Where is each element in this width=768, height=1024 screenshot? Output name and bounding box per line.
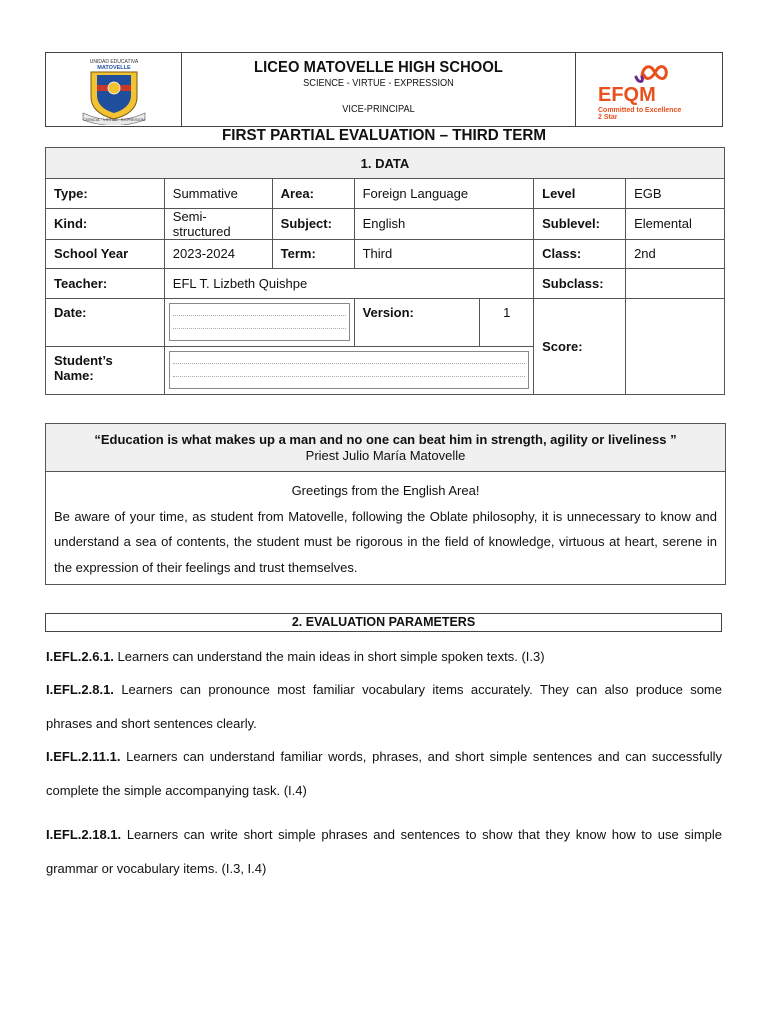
parameter-item (46, 740, 722, 807)
kind-value: Semi-structured (164, 208, 272, 239)
student-name-label: Student’s Name: (46, 346, 165, 394)
efqm-star: 2 Star (598, 113, 618, 121)
class-label: Class: (534, 239, 626, 269)
level-label: Level (534, 179, 626, 209)
data-section-heading: 1. DATA (46, 148, 725, 179)
student-name-line (173, 363, 525, 364)
logo-text-top: UNIDAD EDUCATIVA (89, 58, 138, 65)
school-name: LICEO MATOVELLE HIGH SCHOOL (254, 59, 503, 76)
parameters-heading: 2. EVALUATION PARAMETERS (45, 613, 722, 632)
parameter-text: Learners can pronounce most familiar vocabulary items accurately. They can also produce some phrases and short sentences clearly. (46, 682, 722, 731)
student-name-line (173, 376, 525, 377)
efqm-logo (598, 57, 698, 123)
date-field-cell (164, 298, 354, 346)
subclass-value[interactable] (626, 269, 725, 299)
school-crest-logo (69, 55, 159, 125)
data-table (45, 147, 725, 395)
parameter-text: Learners can write short simple phrases and sentences to show that they know how to use simple grammar or vocabulary items. (I.3, I.4) (46, 827, 722, 876)
level-value: EGB (626, 179, 725, 209)
school-motto: SCIENCE - VIRTUE - EXPRESSION (303, 78, 454, 89)
date-field[interactable] (169, 303, 350, 341)
quote-box (45, 423, 726, 585)
student-name-field[interactable] (169, 351, 529, 389)
efqm-logo-cell (576, 53, 722, 126)
efqm-tagline: Committed to Excellence (598, 106, 682, 114)
score-value[interactable] (626, 298, 725, 394)
version-label: Version: (354, 298, 480, 346)
philosophy-paragraph: Be aware of your time, as student from Matovelle, following the Oblate philosophy, it is unnecessary to know and understand a sea of contents, the student must be rigorous in the field of knowledge, virtuous at heart, serene in the expression of their feelings and trust themselves. (54, 508, 717, 575)
teacher-value: EFL T. Lizbeth Quishpe (164, 269, 533, 299)
quote-text: “Education is what makes up a man and no one can beat him in strength, agility or liveliness ” (94, 432, 677, 447)
date-line (173, 315, 346, 316)
parameter-item (46, 818, 722, 885)
term-value: Third (354, 239, 534, 269)
subclass-label: Subclass: (534, 269, 626, 299)
sublevel-label: Sublevel: (534, 208, 626, 239)
version-value: 1 (480, 298, 534, 346)
parameter-code: I.EFL.2.18.1. (46, 827, 122, 842)
area-label: Area: (272, 179, 354, 209)
greeting-text: Greetings from the English Area! (291, 483, 480, 498)
logo-banner-text: CIENCIA · VIRTUD · EXPRESION (82, 116, 145, 122)
school-year-value: 2023-2024 (164, 239, 272, 269)
teacher-label: Teacher: (46, 269, 165, 299)
quote-header (46, 424, 725, 472)
type-label: Type: (46, 179, 165, 209)
subject-value: English (354, 208, 534, 239)
term-label: Term: (272, 239, 354, 269)
logo-text-name: MATOVELLE (96, 64, 131, 71)
school-logo-cell (46, 53, 182, 126)
type-value: Summative (164, 179, 272, 209)
class-value: 2nd (626, 239, 725, 269)
date-label: Date: (46, 298, 165, 346)
school-title-cell (182, 53, 576, 126)
parameter-item (46, 640, 722, 674)
date-line (173, 328, 346, 329)
quote-body (46, 472, 725, 580)
parameter-code: I.EFL.2.11.1. (46, 749, 121, 764)
parameter-code: I.EFL.2.8.1. (46, 682, 114, 697)
kind-label: Kind: (46, 208, 165, 239)
evaluation-title: FIRST PARTIAL EVALUATION – THIRD TERM (222, 127, 546, 144)
subject-label: Subject: (272, 208, 354, 239)
parameter-text: Learners can understand the main ideas in short simple spoken texts. (I.3) (113, 649, 545, 664)
quote-author: Priest Julio María Matovelle (305, 448, 466, 463)
parameter-item (46, 673, 722, 740)
efqm-brand-text: EFQM (598, 83, 656, 106)
student-name-field-cell (164, 346, 533, 394)
parameter-text: Learners can understand familiar words, phrases, and short simple sentences and can successfully complete the simple accompanying task. (I.4) (46, 749, 722, 798)
department-name: VICE-PRINCIPAL (342, 104, 415, 115)
area-value: Foreign Language (354, 179, 534, 209)
score-label: Score: (534, 298, 626, 394)
document-header (45, 52, 723, 127)
parameter-code: I.EFL.2.6.1. (46, 649, 114, 664)
sublevel-value: Elemental (626, 208, 725, 239)
school-year-label: School Year (46, 239, 165, 269)
